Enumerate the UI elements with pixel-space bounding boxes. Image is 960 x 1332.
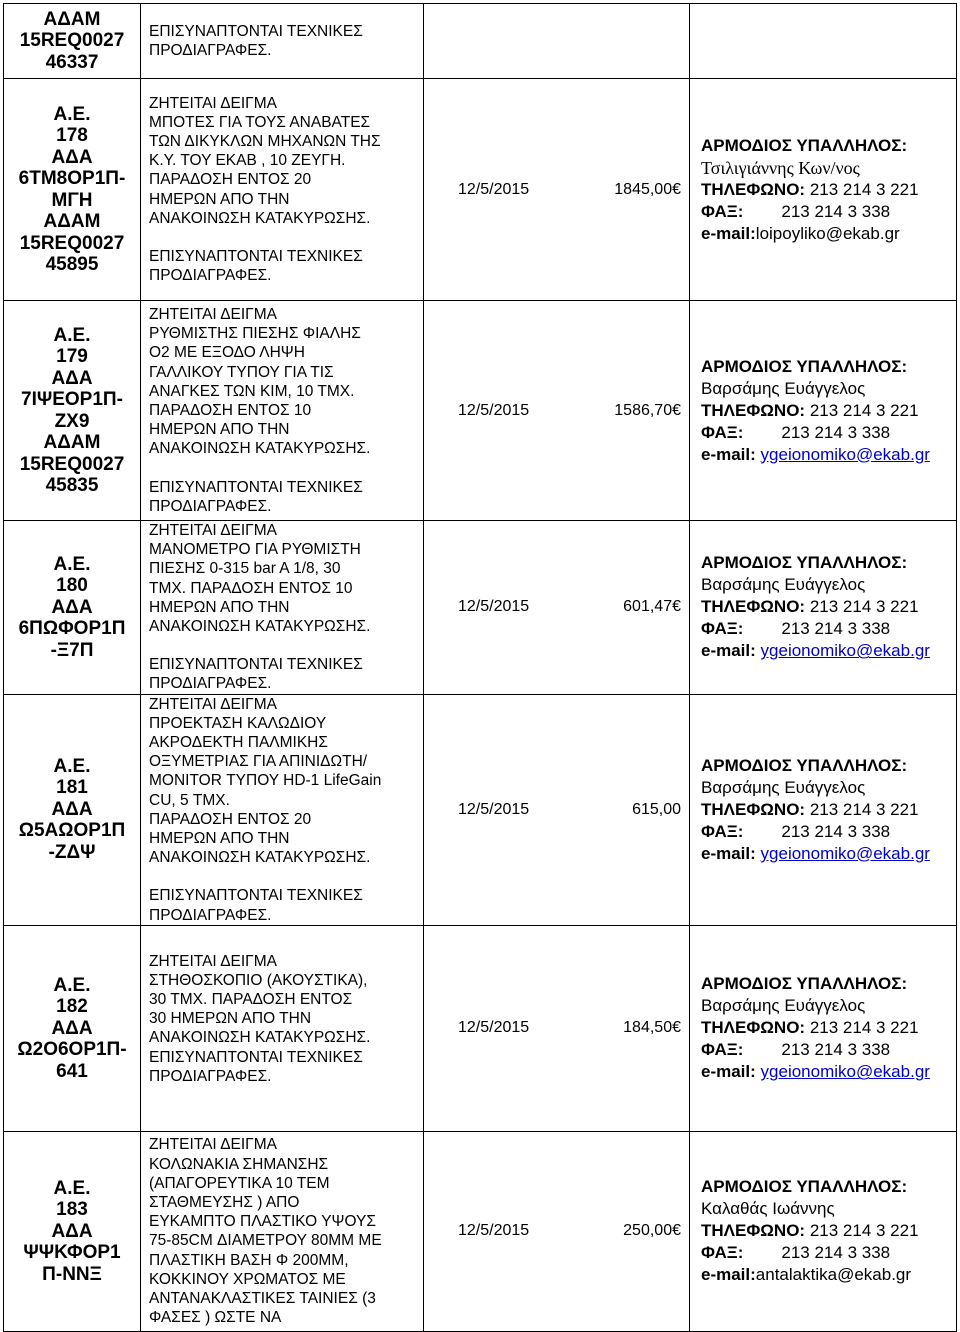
reference-line: 179 — [56, 346, 88, 367]
reference-line: ΑΔΑΜ — [43, 432, 101, 453]
description-line: ΑΝΑΚΟΙΝΩΣΗ ΚΑΤΑΚΥΡΩΣΗΣ. — [149, 849, 371, 867]
contact-cell — [690, 521, 957, 695]
date-value: 12/5/2015 — [458, 1019, 530, 1037]
email-label: e-mail: — [701, 641, 756, 661]
description-line — [149, 228, 423, 247]
description-line: ΠΡΟΔΙΑΓΡΑΦΕΣ. — [149, 906, 272, 924]
fax-label: ΦΑΞ: — [701, 422, 744, 442]
fax-number: 213 214 3 338 — [781, 1040, 891, 1060]
fax-label: ΦΑΞ: — [701, 1243, 744, 1263]
description-line: 75-85CM ΔΙΑΜΕΤΡΟΥ 80ΜΜ ΜΕ — [149, 1232, 382, 1250]
reference-line: 182 — [56, 996, 88, 1018]
reference-line: ΑΔΑΜ — [43, 8, 101, 30]
description-line: ΠΡΟΔΙΑΓΡΑΦΕΣ. — [149, 42, 272, 59]
contact-cell — [690, 4, 957, 79]
table-row — [4, 694, 957, 925]
reference-cell — [4, 4, 141, 79]
description-line: ΠΛΑΣΤΙΚΗ ΒΑΣΗ Φ 200ΜΜ, — [149, 1251, 349, 1269]
reference-line: 15REQ0027 — [19, 232, 125, 254]
phone-line — [701, 1220, 956, 1242]
reference-line: Ω5ΑΩΟΡ1Π — [18, 820, 126, 842]
reference-line: 183 — [56, 1199, 88, 1221]
email-line — [701, 223, 956, 245]
date-price-cell — [424, 4, 690, 79]
contact-role: ΑΡΜΟΔΙΟΣ ΥΠΑΛΛΗΛΟΣ: — [701, 974, 908, 994]
description-line: Κ.Υ. ΤΟΥ ΕΚΑΒ , 10 ΖΕΥΓΗ. — [149, 152, 346, 170]
contact-name: Βαρσάμης Ευάγγελος — [701, 575, 866, 595]
description-cell — [141, 521, 424, 695]
description-line: ΖΗΤΕΙΤΑΙ ΔΕΙΓΜΑ — [149, 94, 277, 112]
reference-line: ΑΔΑ — [51, 1017, 93, 1039]
email-link[interactable]: ygeionomiko@ekab.gr — [760, 444, 930, 464]
email-link[interactable]: antalaktika@ekab.gr — [755, 1265, 912, 1285]
price-value: 250,00€ — [623, 1222, 681, 1240]
description-line: ΚΟΛΩΝΑΚΙΑ ΣΗΜΑΝΣΗΣ — [149, 1155, 329, 1173]
email-line — [701, 843, 956, 865]
description-line: ΑΝΑΚΟΙΝΩΣΗ ΚΑΤΑΚΥΡΩΣΗΣ. — [149, 618, 371, 636]
contact-name: Βαρσάμης Ευάγγελος — [701, 378, 866, 398]
procurement-table — [3, 3, 957, 1332]
description-line — [149, 459, 423, 478]
description-line: ΠΙΕΣΗΣ 0-315 bar A 1/8, 30 — [149, 560, 341, 578]
email-label: e-mail: — [701, 843, 756, 863]
fax-line — [701, 618, 956, 640]
reference-line: ΑΔΑ — [51, 798, 93, 820]
procurement-table-body — [4, 4, 957, 1332]
contact-name: Καλαθάς Ιωάννης — [701, 1199, 835, 1219]
fax-line — [701, 201, 956, 223]
phone-line — [701, 1017, 956, 1039]
description-line: ΖΗΤΕΙΤΑΙ ΔΕΙΓΜΑ — [149, 305, 277, 323]
description-line: MONITOR ΤΥΠΟΥ HD-1 LifeGain — [149, 772, 382, 790]
table-row-top — [4, 4, 957, 79]
description-line: ΟΞΥΜΕΤΡΙΑΣ ΓΙΑ ΑΠΙΝΙΔΩΤΗ/ — [149, 753, 368, 771]
phone-label: ΤΗΛΕΦΩΝΟ: — [701, 1018, 806, 1038]
date-price-cell — [424, 301, 690, 521]
contact-cell — [690, 79, 957, 301]
contact-role: ΑΡΜΟΔΙΟΣ ΥΠΑΛΛΗΛΟΣ: — [701, 1177, 908, 1197]
fax-number: 213 214 3 338 — [781, 1243, 891, 1263]
price-value: 601,47€ — [623, 598, 681, 616]
email-link[interactable]: loipoyliko@ekab.gr — [755, 223, 900, 243]
contact-name: Τσιλιγιάννης Κων/νος — [701, 157, 860, 178]
email-line — [701, 1061, 956, 1083]
reference-line: Α.Ε. — [53, 1177, 91, 1199]
description-line: 30 ΗΜΕΡΩΝ ΑΠΟ ΤΗΝ — [149, 1010, 312, 1028]
fax-number: 213 214 3 338 — [781, 821, 891, 841]
phone-number: 213 214 3 221 — [809, 1221, 919, 1241]
reference-cell — [4, 694, 141, 925]
description-line: Ο2 ΜΕ ΕΞΟΔΟ ΛΗΨΗ — [149, 344, 305, 362]
phone-line — [701, 799, 956, 821]
fax-number: 213 214 3 338 — [781, 422, 891, 442]
description-line — [149, 636, 423, 655]
phone-line — [701, 400, 956, 422]
description-line: ΕΠΙΣΥΝΑΠΤΟΝΤΑΙ ΤΕΧΝΙΚΕΣ — [149, 656, 363, 674]
description-cell — [141, 301, 424, 521]
date-value: 12/5/2015 — [458, 1222, 530, 1240]
description-cell — [141, 694, 424, 925]
description-line: ΖΗΤΕΙΤΑΙ ΔΕΙΓΜΑ — [149, 522, 277, 539]
description-line: ΗΜΕΡΩΝ ΑΠΟ ΤΗΝ — [149, 421, 290, 439]
contact-cell — [690, 694, 957, 925]
description-line: ΑΚΡΟΔΕΚΤΗ ΠΑΛΜΙΚΗΣ — [149, 734, 328, 752]
description-line: ΠΑΡΑΔΟΣΗ ΕΝΤΟΣ 20 — [149, 810, 312, 828]
phone-number: 213 214 3 221 — [809, 597, 919, 617]
description-line — [149, 867, 423, 886]
phone-line — [701, 596, 956, 618]
phone-number: 213 214 3 221 — [809, 799, 919, 819]
fax-number: 213 214 3 338 — [781, 201, 891, 221]
email-label: e-mail: — [701, 1265, 756, 1285]
reference-line: 6ΤΜ8ΟΡ1Π- — [18, 168, 126, 189]
date-value: 12/5/2015 — [458, 180, 530, 198]
phone-label: ΤΗΛΕΦΩΝΟ: — [701, 597, 806, 617]
reference-cell — [4, 521, 141, 695]
description-line: ΕΥΚΑΜΠΤΟ ΠΛΑΣΤΙΚΟ ΥΨΟΥΣ — [149, 1213, 376, 1231]
description-line: ΑΝΑΓΚΕΣ ΤΩΝ ΚΙΜ, 10 ΤΜΧ. — [149, 382, 355, 400]
reference-cell — [4, 301, 141, 521]
fax-line — [701, 1039, 956, 1061]
contact-role: ΑΡΜΟΔΙΟΣ ΥΠΑΛΛΗΛΟΣ: — [701, 755, 908, 775]
reference-line: 15REQ0027 — [19, 453, 125, 475]
phone-number: 213 214 3 221 — [809, 179, 919, 199]
contact-role: ΑΡΜΟΔΙΟΣ ΥΠΑΛΛΗΛΟΣ: — [701, 135, 908, 155]
description-line: ΣΤΗΘΟΣΚΟΠΙΟ (ΑΚΟΥΣΤΙΚΑ), — [149, 971, 368, 989]
reference-line: 180 — [56, 575, 88, 597]
email-line — [701, 444, 956, 466]
email-link[interactable]: ygeionomiko@ekab.gr — [760, 843, 930, 863]
description-line: CU, 5 ΤΜΧ. — [149, 791, 230, 809]
date-price-cell — [424, 521, 690, 695]
description-line: ΗΜΕΡΩΝ ΑΠΟ ΤΗΝ — [149, 830, 290, 848]
reference-line: ΑΔΑ — [51, 146, 93, 168]
date-value: 12/5/2015 — [458, 401, 530, 419]
fax-label: ΦΑΞ: — [701, 821, 744, 841]
reference-line: Α.Ε. — [53, 755, 91, 777]
reference-line: Ω2Ο6ΟΡ1Π- — [17, 1039, 127, 1061]
description-line: ΖΗΤΕΙΤΑΙ ΔΕΙΓΜΑ — [149, 952, 277, 970]
description-line: ΤΩΝ ΔΙΚΥΚΛΩΝ ΜΗΧΑΝΩΝ ΤΗΣ — [149, 132, 381, 150]
description-line: ΚΟΚΚΙΝΟΥ ΧΡΩΜΑΤΟΣ ΜΕ — [149, 1270, 346, 1288]
phone-line — [701, 179, 956, 201]
description-line: ΕΠΙΣΥΝΑΠΤΟΝΤΑΙ ΤΕΧΝΙΚΕΣ — [149, 248, 363, 265]
table-row — [4, 301, 957, 521]
fax-line — [701, 422, 956, 444]
reference-line: -ΖΔΨ — [48, 841, 96, 863]
description-line: ΦΑΣΕΣ ) ΩΣΤΕ ΝΑ — [149, 1309, 282, 1327]
reference-line: Π-ΝΝΞ — [42, 1263, 102, 1285]
reference-line: 641 — [56, 1060, 88, 1082]
description-line: ΣΤΑΘΜΕΥΣΗΣ ) ΑΠΟ — [149, 1193, 300, 1211]
phone-label: ΤΗΛΕΦΩΝΟ: — [701, 400, 806, 420]
fax-label: ΦΑΞ: — [701, 1040, 744, 1060]
description-line: ΑΝΤΑΝΑΚΛΑΣΤΙΚΕΣ ΤΑΙΝΙΕΣ (3 — [149, 1289, 376, 1307]
fax-line — [701, 1242, 956, 1264]
phone-label: ΤΗΛΕΦΩΝΟ: — [701, 1221, 806, 1241]
reference-line: ΑΔΑΜ — [43, 211, 101, 232]
email-line — [701, 640, 956, 662]
price-value: 184,50€ — [623, 1019, 681, 1037]
date-price-cell — [424, 1131, 690, 1331]
description-cell — [141, 1131, 424, 1331]
reference-line: 6ΠΩΦΟΡ1Π — [18, 618, 126, 640]
reference-cell — [4, 1131, 141, 1331]
description-line: ΤΜΧ. ΠΑΡΑΔΟΣΗ ΕΝΤΟΣ 10 — [149, 579, 353, 597]
description-line: ΠΡΟΔΙΑΓΡΑΦΕΣ. — [149, 675, 272, 693]
reference-line: ΜΓΗ — [51, 189, 93, 211]
reference-line: 181 — [56, 777, 88, 799]
contact-name: Βαρσάμης Ευάγγελος — [701, 777, 866, 797]
contact-cell — [690, 301, 957, 521]
reference-line: ΑΔΑ — [51, 1220, 93, 1242]
description-line: (ΑΠΑΓΟΡΕΥΤΙΚΑ 10 ΤΕΜ — [149, 1174, 330, 1192]
contact-role: ΑΡΜΟΔΙΟΣ ΥΠΑΛΛΗΛΟΣ: — [701, 356, 908, 376]
description-line: ΑΝΑΚΟΙΝΩΣΗ ΚΑΤΑΚΥΡΩΣΗΣ. — [149, 209, 371, 227]
email-label: e-mail: — [701, 1062, 756, 1082]
description-line: ΠΑΡΑΔΟΣΗ ΕΝΤΟΣ 20 — [149, 171, 312, 189]
description-line: ΜΑΝΟΜΕΤΡΟ ΓΙΑ ΡΥΘΜΙΣΤΗ — [149, 541, 361, 559]
reference-line: 46337 — [45, 51, 99, 73]
reference-line: Α.Ε. — [53, 103, 91, 125]
contact-cell — [690, 925, 957, 1131]
table-row — [4, 1131, 957, 1331]
phone-label: ΤΗΛΕΦΩΝΟ: — [701, 179, 806, 199]
description-line: 30 ΤΜΧ. ΠΑΡΑΔΟΣΗ ΕΝΤΟΣ — [149, 991, 353, 1009]
date-price-cell — [424, 694, 690, 925]
date-value: 12/5/2015 — [458, 800, 530, 818]
description-line: ΠΑΡΑΔΟΣΗ ΕΝΤΟΣ 10 — [149, 402, 312, 419]
phone-number: 213 214 3 221 — [809, 400, 919, 420]
description-line: ΗΜΕΡΩΝ ΑΠΟ ΤΗΝ — [149, 190, 290, 208]
reference-cell — [4, 925, 141, 1131]
contact-cell — [690, 1131, 957, 1331]
description-line: ΖΗΤΕΙΤΑΙ ΔΕΙΓΜΑ — [149, 695, 277, 713]
phone-number: 213 214 3 221 — [809, 1018, 919, 1038]
description-line: ΕΠΙΣΥΝΑΠΤΟΝΤΑΙ ΤΕΧΝΙΚΕΣ — [149, 1048, 363, 1066]
price-value: 1845,00€ — [614, 180, 681, 198]
fax-label: ΦΑΞ: — [701, 201, 744, 221]
price-value: 1586,70€ — [614, 401, 681, 419]
description-line: ΑΝΑΚΟΙΝΩΣΗ ΚΑΤΑΚΥΡΩΣΗΣ. — [149, 1029, 371, 1047]
reference-line: 15REQ0027 — [19, 30, 125, 52]
phone-label: ΤΗΛΕΦΩΝΟ: — [701, 799, 806, 819]
description-cell — [141, 79, 424, 301]
description-line: ΕΠΙΣΥΝΑΠΤΟΝΤΑΙ ΤΕΧΝΙΚΕΣ — [149, 887, 363, 905]
reference-line: 178 — [56, 125, 88, 146]
reference-line: 45835 — [45, 475, 99, 496]
reference-line: Α.Ε. — [53, 553, 91, 575]
description-line: ΡΥΘΜΙΣΤΗΣ ΠΙΕΣΗΣ ΦΙΑΛΗΣ — [149, 325, 361, 343]
reference-cell — [4, 79, 141, 301]
description-line: ΠΡΟΔΙΑΓΡΑΦΕΣ. — [149, 1067, 272, 1085]
reference-line: 7ΙΨΕΟΡ1Π- — [21, 389, 123, 410]
table-row — [4, 79, 957, 301]
email-link[interactable]: ygeionomiko@ekab.gr — [760, 641, 930, 661]
description-line: ΠΡΟΕΚΤΑΣΗ ΚΑΛΩΔΙΟΥ — [149, 714, 327, 732]
fax-label: ΦΑΞ: — [701, 619, 744, 639]
reference-line: ΑΔΑ — [51, 367, 93, 389]
email-link[interactable]: ygeionomiko@ekab.gr — [760, 1062, 930, 1082]
date-price-cell — [424, 79, 690, 301]
reference-line: ΑΔΑ — [51, 596, 93, 618]
description-cell — [141, 925, 424, 1131]
description-line: ΑΝΑΚΟΙΝΩΣΗ ΚΑΤΑΚΥΡΩΣΗΣ. — [149, 440, 371, 458]
fax-line — [701, 821, 956, 843]
table-row — [4, 521, 957, 695]
description-line: ΗΜΕΡΩΝ ΑΠΟ ΤΗΝ — [149, 598, 290, 616]
email-label: e-mail: — [701, 444, 756, 464]
reference-line: -Ξ7Π — [50, 639, 94, 661]
description-line: ΖΗΤΕΙΤΑΙ ΔΕΙΓΜΑ — [149, 1136, 277, 1154]
fax-number: 213 214 3 338 — [781, 619, 891, 639]
description-line — [149, 1086, 423, 1105]
reference-line: ΨΨΚΦΟΡ1 — [23, 1242, 121, 1264]
price-value: 615,00 — [632, 800, 681, 818]
contact-name: Βαρσάμης Ευάγγελος — [701, 996, 866, 1016]
email-label: e-mail: — [701, 223, 756, 243]
contact-role: ΑΡΜΟΔΙΟΣ ΥΠΑΛΛΗΛΟΣ: — [701, 553, 908, 573]
reference-line: 45895 — [45, 254, 99, 275]
reference-line: ΖΧ9 — [54, 410, 90, 432]
reference-line: Α.Ε. — [53, 324, 91, 346]
description-line: ΜΠΟΤΕΣ ΓΙΑ ΤΟΥΣ ΑΝΑΒΑΤΕΣ — [149, 113, 371, 131]
description-cell — [141, 4, 424, 79]
email-line — [701, 1264, 956, 1286]
description-line: ΕΠΙΣΥΝΑΠΤΟΝΤΑΙ ΤΕΧΝΙΚΕΣ — [149, 478, 363, 496]
description-line: ΠΡΟΔΙΑΓΡΑΦΕΣ. — [149, 267, 272, 285]
table-row — [4, 925, 957, 1131]
reference-line: Α.Ε. — [53, 974, 91, 996]
description-line: ΕΠΙΣΥΝΑΠΤΟΝΤΑΙ ΤΕΧΝΙΚΕΣ — [149, 22, 363, 40]
date-price-cell — [424, 925, 690, 1131]
description-line: ΓΑΛΛΙΚΟΥ ΤΥΠΟΥ ΓΙΑ ΤΙΣ — [149, 363, 334, 381]
description-line: ΠΡΟΔΙΑΓΡΑΦΕΣ. — [149, 497, 272, 515]
date-value: 12/5/2015 — [458, 598, 530, 616]
